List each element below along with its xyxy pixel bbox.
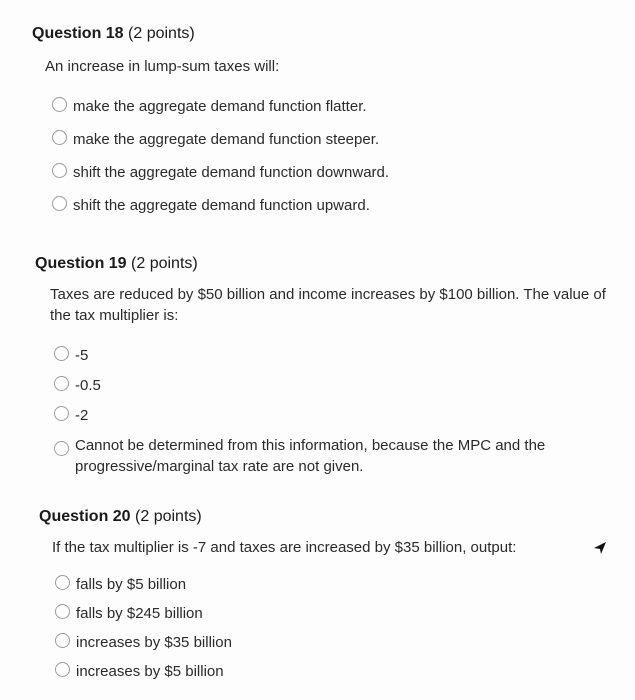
question-19 [35, 255, 625, 483]
radio-button-icon[interactable] [54, 406, 69, 421]
answer-option[interactable] [54, 405, 625, 435]
radio-button-icon[interactable] [52, 163, 67, 178]
answer-option[interactable] [54, 345, 625, 375]
answer-option[interactable] [55, 632, 609, 661]
radio-button-icon[interactable] [52, 130, 67, 145]
answer-option[interactable] [55, 603, 609, 632]
radio-button-icon[interactable] [54, 441, 69, 456]
answer-option[interactable] [55, 574, 609, 603]
question-title: Question 18 [32, 25, 124, 42]
answer-option[interactable] [54, 435, 625, 483]
option-label: increases by $35 billion [76, 634, 232, 651]
option-label: make the aggregate demand function flatter. [73, 98, 367, 115]
question-title: Question 19 [35, 255, 127, 272]
radio-button-icon[interactable] [55, 575, 70, 590]
radio-button-icon[interactable] [54, 346, 69, 361]
question-header [32, 25, 592, 43]
answer-option[interactable] [52, 195, 592, 228]
radio-button-icon[interactable] [52, 97, 67, 112]
answer-options [55, 574, 609, 690]
option-label: shift the aggregate demand function upward. [73, 197, 370, 214]
answer-option[interactable] [55, 661, 609, 690]
option-label: Cannot be determined from this information, because the MPC and the progressive/marginal tax rate are not given. [75, 437, 546, 475]
option-label: -2 [75, 407, 89, 424]
option-label: shift the aggregate demand function downward. [73, 164, 390, 181]
question-points: (2 points) [135, 508, 202, 525]
answer-option[interactable] [52, 129, 592, 162]
question-header [39, 508, 609, 526]
option-label: -5 [75, 347, 89, 364]
option-label: -0.5 [75, 377, 101, 394]
question-prompt: Taxes are reduced by $50 billion and income increases by $100 billion. The value of the tax multiplier is: [50, 286, 606, 324]
option-label: falls by $245 billion [76, 605, 203, 622]
question-prompt: If the tax multiplier is -7 and taxes are increased by $35 billion, output: [52, 539, 517, 556]
option-label: make the aggregate demand function steeper. [73, 131, 380, 148]
question-points: (2 points) [128, 25, 195, 42]
radio-button-icon[interactable] [52, 196, 67, 211]
question-points: (2 points) [131, 255, 198, 272]
option-label: increases by $5 billion [76, 663, 224, 680]
question-prompt: An increase in lump-sum taxes will: [45, 58, 280, 75]
option-label: falls by $5 billion [76, 576, 187, 593]
radio-button-icon[interactable] [55, 604, 70, 619]
answer-option[interactable] [54, 375, 625, 405]
question-header [35, 255, 625, 273]
mouse-pointer-icon [592, 540, 608, 556]
answer-option[interactable] [52, 96, 592, 129]
answer-options [54, 345, 625, 483]
radio-button-icon[interactable] [54, 376, 69, 391]
question-18 [32, 25, 592, 228]
question-20 [39, 508, 609, 690]
radio-button-icon[interactable] [55, 633, 70, 648]
answer-options [52, 96, 592, 228]
answer-option[interactable] [52, 162, 592, 195]
radio-button-icon[interactable] [55, 662, 70, 677]
question-title: Question 20 [39, 508, 131, 525]
